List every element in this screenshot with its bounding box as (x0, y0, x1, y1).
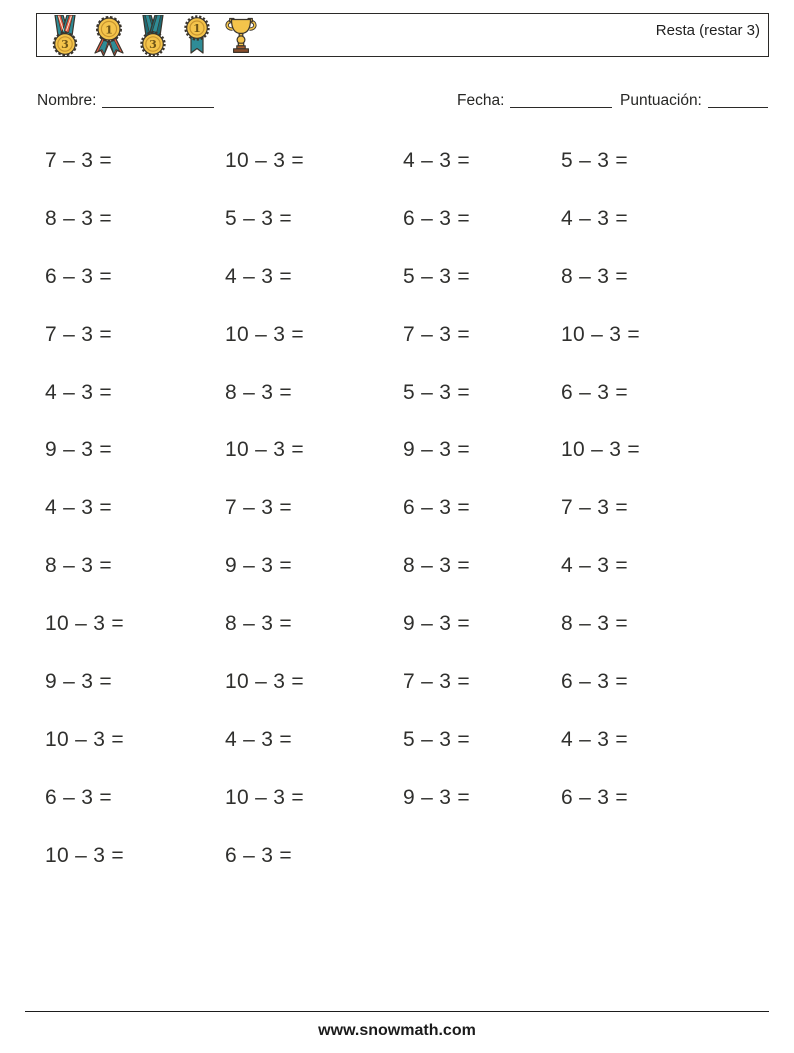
problem: 10 – 3 = (225, 322, 304, 346)
medal-3-red-ribbon-icon (45, 15, 85, 57)
date-label: Fecha: (457, 92, 505, 109)
problem: 4 – 3 = (225, 727, 292, 751)
problem: 4 – 3 = (225, 264, 292, 288)
problem: 10 – 3 = (45, 727, 124, 751)
problem: 6 – 3 = (403, 496, 470, 520)
name-label: Nombre: (37, 92, 97, 109)
problem: 6 – 3 = (45, 264, 112, 288)
problem: 10 – 3 = (225, 438, 304, 462)
problem: 4 – 3 = (561, 554, 628, 578)
problem: 10 – 3 = (561, 322, 640, 346)
problem: 6 – 3 = (225, 843, 292, 867)
svg-text:3: 3 (149, 38, 157, 52)
score-field (620, 92, 768, 110)
info-fields (0, 92, 794, 114)
problem: 5 – 3 = (225, 206, 292, 230)
problem: 8 – 3 = (561, 612, 628, 636)
problem: 9 – 3 = (225, 554, 292, 578)
problem: 4 – 3 = (403, 148, 470, 172)
date-field (457, 92, 612, 110)
problem: 4 – 3 = (561, 727, 628, 751)
problem: 7 – 3 = (45, 322, 112, 346)
svg-text:1: 1 (193, 22, 201, 36)
problem: 7 – 3 = (45, 148, 112, 172)
problem: 8 – 3 = (45, 554, 112, 578)
problem: 8 – 3 = (45, 206, 112, 230)
problem: 5 – 3 = (561, 148, 628, 172)
problem: 6 – 3 = (45, 785, 112, 809)
problem: 10 – 3 = (225, 669, 304, 693)
name-field (37, 92, 214, 110)
award-icons (45, 15, 261, 57)
svg-text:1: 1 (104, 22, 114, 37)
name-blank-line (102, 93, 214, 108)
problem: 9 – 3 = (45, 669, 112, 693)
footer-divider (25, 1011, 769, 1012)
problem: 10 – 3 = (225, 148, 304, 172)
problem: 8 – 3 = (225, 612, 292, 636)
problem: 7 – 3 = (403, 322, 470, 346)
problem: 9 – 3 = (403, 438, 470, 462)
worksheet-title: Resta (restar 3) (655, 22, 760, 39)
problem: 6 – 3 = (561, 785, 628, 809)
problem: 10 – 3 = (561, 438, 640, 462)
problem: 7 – 3 = (225, 496, 292, 520)
rosette-1-icon (89, 15, 129, 57)
date-blank-line (510, 93, 612, 108)
problem: 4 – 3 = (45, 380, 112, 404)
website-text: www.snowmath.com (318, 1022, 476, 1039)
problem: 7 – 3 = (403, 669, 470, 693)
problem: 9 – 3 = (403, 785, 470, 809)
problem: 10 – 3 = (45, 843, 124, 867)
problem: 4 – 3 = (561, 206, 628, 230)
problem: 9 – 3 = (403, 612, 470, 636)
header-box (36, 13, 769, 57)
problem: 9 – 3 = (45, 438, 112, 462)
problem: 10 – 3 = (45, 612, 124, 636)
score-blank-line (708, 93, 768, 108)
problems-grid (45, 132, 731, 885)
svg-text:3: 3 (61, 38, 69, 52)
trophy-icon (221, 15, 261, 57)
problem: 6 – 3 = (403, 206, 470, 230)
problem: 5 – 3 = (403, 264, 470, 288)
problem: 5 – 3 = (403, 727, 470, 751)
problem: 10 – 3 = (225, 785, 304, 809)
problem: 8 – 3 = (403, 554, 470, 578)
score-label: Puntuación: (620, 92, 702, 109)
problem: 5 – 3 = (403, 380, 470, 404)
problem: 7 – 3 = (561, 496, 628, 520)
problem: 4 – 3 = (45, 496, 112, 520)
problem: 6 – 3 = (561, 380, 628, 404)
badge-1-ribbon-icon (177, 15, 217, 57)
problem: 8 – 3 = (225, 380, 292, 404)
problem: 6 – 3 = (561, 669, 628, 693)
medal-3-teal-ribbon-icon (133, 15, 173, 57)
problem: 8 – 3 = (561, 264, 628, 288)
